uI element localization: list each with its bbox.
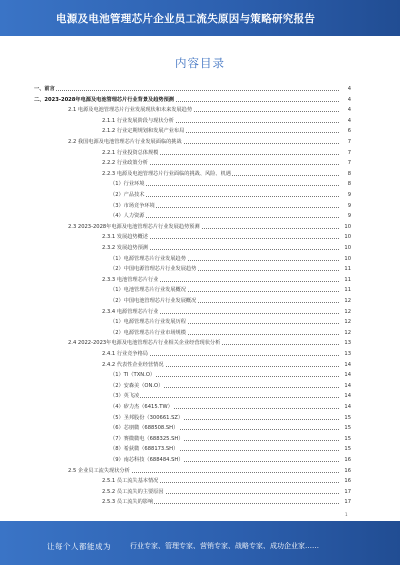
toc-entry-text: 2.4.1 行业竞争格局 <box>102 351 148 357</box>
toc-entry-page: 9 <box>347 192 351 198</box>
toc-entry-page: 11 <box>344 287 351 294</box>
toc-entry-page: 10 <box>344 234 351 241</box>
toc-entry-page: 17 <box>344 488 351 495</box>
toc-title: 内容目录 <box>175 56 225 70</box>
toc-entry[interactable] <box>0 456 400 464</box>
toc-entry-text: （1）电源管理芯片行业发展趋势 <box>110 255 186 262</box>
toc-entry-page: 8 <box>347 170 351 177</box>
toc-entry-page: 10 <box>344 223 351 230</box>
toc-entry-text: （7）赛微微电（688325.SH） <box>110 435 184 442</box>
page-number: 1 <box>345 512 348 517</box>
toc-entry-text: （8）希荻微（688173.SH） <box>110 446 179 453</box>
toc-entry-page: 7 <box>347 160 351 167</box>
toc-entry-text: （3）市场竞争环境 <box>110 202 155 209</box>
toc-entry-text: 2.4 2022-2023年电源及电池管理芯片行业相关企业经营现状分析 <box>68 340 221 347</box>
toc-entry-text: 2.3 2023-2028年电源及电池管理芯片行业发展趋势预测 <box>68 223 200 230</box>
toc-entry[interactable] <box>0 202 400 210</box>
toc-entry-page: 14 <box>344 393 351 400</box>
toc-entry-page: 4 <box>347 86 351 92</box>
toc-entry-text: （1）电池管理芯片行业发展概况 <box>110 287 186 294</box>
toc-entry-page: 4 <box>347 117 351 124</box>
toc-entry-text: 2.5 企业员工流失现状分析 <box>68 467 130 474</box>
toc-entry[interactable] <box>0 265 400 273</box>
toc-entry[interactable] <box>0 223 400 231</box>
report-title: 电源及电池管理芯片企业员工流失原因与策略研究报告 <box>56 13 316 25</box>
toc-entry-page: 12 <box>344 308 351 315</box>
toc-entry[interactable] <box>0 329 400 337</box>
toc-entry[interactable] <box>0 170 400 178</box>
toc-entry[interactable] <box>0 477 400 485</box>
toc-entry-text: 2.5.3 员工流失的影响 <box>102 499 154 506</box>
toc-entry-page: 12 <box>344 298 351 304</box>
toc-entry-text: （3）英飞凌 <box>110 393 140 400</box>
toc-entry-text: 2.2 我国电源及电池管理芯片行业发展面临的挑战 <box>68 139 182 145</box>
toc-entry-page: 11 <box>344 266 351 273</box>
toc-entry-text: 2.3.1 发展趋势概述 <box>102 234 148 241</box>
toc-entry[interactable] <box>0 96 400 104</box>
toc-entry-page: 16 <box>344 478 351 485</box>
toc-entry[interactable] <box>0 244 400 252</box>
toc-entry-text: 2.1 电源及电池管理芯片行业发展现状和未来发展趋势 <box>68 107 193 114</box>
toc-entry-page: 16 <box>344 457 351 463</box>
toc-entry-page: 9 <box>347 213 351 220</box>
toc-entry[interactable] <box>0 350 400 358</box>
toc-entry[interactable] <box>0 318 400 326</box>
toc-entry[interactable] <box>0 403 400 411</box>
toc-entry-text: （2）安森美（ON.O） <box>110 382 164 389</box>
toc-entry-text: 2.3.3 电池管理芯片行业 <box>102 276 159 283</box>
toc-entry[interactable] <box>0 371 400 379</box>
toc-entry[interactable] <box>0 276 400 284</box>
toc-entry-text: （2）中国电池管理芯片行业发展概况 <box>110 298 197 304</box>
toc-entry[interactable] <box>0 414 400 422</box>
footer-tagline: 行业专家、管理专家、营销专家、战略专家、成功企业家…… <box>130 542 319 550</box>
toc-entry[interactable] <box>0 361 400 369</box>
toc-leader-dots <box>110 397 339 398</box>
toc-entry[interactable] <box>0 255 400 263</box>
toc-entry[interactable] <box>0 435 400 443</box>
toc-entry-text: 2.2.2 行业政策分析 <box>102 160 148 167</box>
toc-entry-page: 10 <box>344 255 351 262</box>
toc-entry[interactable] <box>0 212 400 220</box>
toc-entry[interactable] <box>0 159 400 167</box>
toc-entry-page: 15 <box>344 414 351 421</box>
toc-entry-text: 2.2.1 行业投资总体规模 <box>102 149 159 156</box>
toc-entry-page: 8 <box>347 181 351 188</box>
toc-entry[interactable] <box>0 339 400 347</box>
footer-slogan: 让每个人都能成为 <box>47 542 111 551</box>
toc-entry-page: 15 <box>344 446 351 453</box>
toc-entry-text: 2.2.3 电源及电池管理芯片行业面临的挑战、风险、机遇 <box>102 170 231 177</box>
toc-entry-text: （1）行业环境 <box>110 181 145 188</box>
toc-entry-page: 11 <box>344 276 351 283</box>
toc-entry[interactable] <box>0 392 400 400</box>
toc-entry-page: 10 <box>344 245 351 251</box>
toc-entry[interactable] <box>0 297 400 305</box>
toc-entry-page: 12 <box>344 319 351 326</box>
toc-entry[interactable] <box>0 85 400 93</box>
toc-entry-page: 15 <box>344 425 351 432</box>
toc-entry-text: 2.3.4 电源管理芯片行业 <box>102 308 159 315</box>
toc-entry-text: 二、2023-2028年电源及电池管理芯片行业背景及趋势预测 <box>34 96 174 103</box>
toc-entry-page: 14 <box>344 382 351 389</box>
toc-entry-text: （1）电源管理芯片行业发展历程 <box>110 319 186 326</box>
toc-entry-page: 13 <box>344 340 351 347</box>
toc-entry[interactable] <box>0 445 400 453</box>
toc-entry[interactable] <box>0 498 400 506</box>
toc-entry[interactable] <box>0 467 400 475</box>
toc-entry-page: 7 <box>347 149 351 156</box>
toc-entry-page: 9 <box>347 202 351 209</box>
toc-entry[interactable] <box>0 382 400 390</box>
toc-entry-text: 2.1.1 行业发展阶段与现状分析 <box>102 117 174 124</box>
toc-entry-text: （2）产品技术 <box>110 192 145 198</box>
toc-entry[interactable] <box>0 138 400 146</box>
toc-entry-page: 4 <box>347 96 351 103</box>
toc-entry-text: 2.5.2 员工流失的主要原因 <box>102 488 164 495</box>
toc-entry-text: （4）矽力杰（6415.TW） <box>110 404 173 410</box>
toc-entry[interactable] <box>0 149 400 157</box>
toc-entry-text: （2）中国电源管理芯片行业发展趋势 <box>110 266 197 273</box>
toc-leader-dots <box>34 90 339 91</box>
toc-entry[interactable] <box>0 488 400 496</box>
toc-entry-text: 2.5.1 员工流失基本情况 <box>102 478 159 485</box>
toc-entry[interactable] <box>0 117 400 125</box>
toc-entry-text: （5）圣邦股份（300661.SZ） <box>110 414 184 421</box>
toc-entry-page: 4 <box>347 107 351 114</box>
toc-entry-text: （9）南芯科技（688484.SH） <box>110 457 184 463</box>
toc-entry-page: 14 <box>344 372 351 379</box>
toc-entry-page: 14 <box>344 361 351 368</box>
toc-entry[interactable] <box>0 127 400 135</box>
toc-entry-page: 7 <box>347 139 351 145</box>
toc-entry-page: 15 <box>344 435 351 442</box>
toc-entry[interactable] <box>0 106 400 114</box>
toc-entry[interactable] <box>0 424 400 432</box>
toc-entry-page: 6 <box>347 128 351 135</box>
toc-entry-text: 2.1.2 行业定期规划和发展产业布局 <box>102 128 185 135</box>
toc-entry-text: （4）人力资源 <box>110 213 145 220</box>
toc-entry-page: 16 <box>344 467 351 474</box>
toc-entry-text: 一、前言 <box>34 86 55 92</box>
toc-entry-text: （6）芯朋微（688508.SH） <box>110 425 179 432</box>
toc-entry-text: 2.3.2 发展趋势预测 <box>102 245 148 251</box>
toc-entry-page: 14 <box>344 404 351 410</box>
toc-entry-page: 12 <box>344 329 351 336</box>
toc-entry[interactable] <box>0 308 400 316</box>
toc-entry[interactable] <box>0 191 400 199</box>
toc-entry-text: （1）TI（TXN.O） <box>110 372 156 379</box>
toc-entry[interactable] <box>0 233 400 241</box>
toc-entry[interactable] <box>0 286 400 294</box>
toc-entry-text: 2.4.2 代表性企业经营情况 <box>102 361 164 368</box>
toc-entry-text: （2）电源管理芯片行业市场规模 <box>110 329 186 336</box>
toc-entry[interactable] <box>0 180 400 188</box>
toc-entry-page: 13 <box>344 351 351 357</box>
toc-entry-page: 17 <box>344 499 351 506</box>
